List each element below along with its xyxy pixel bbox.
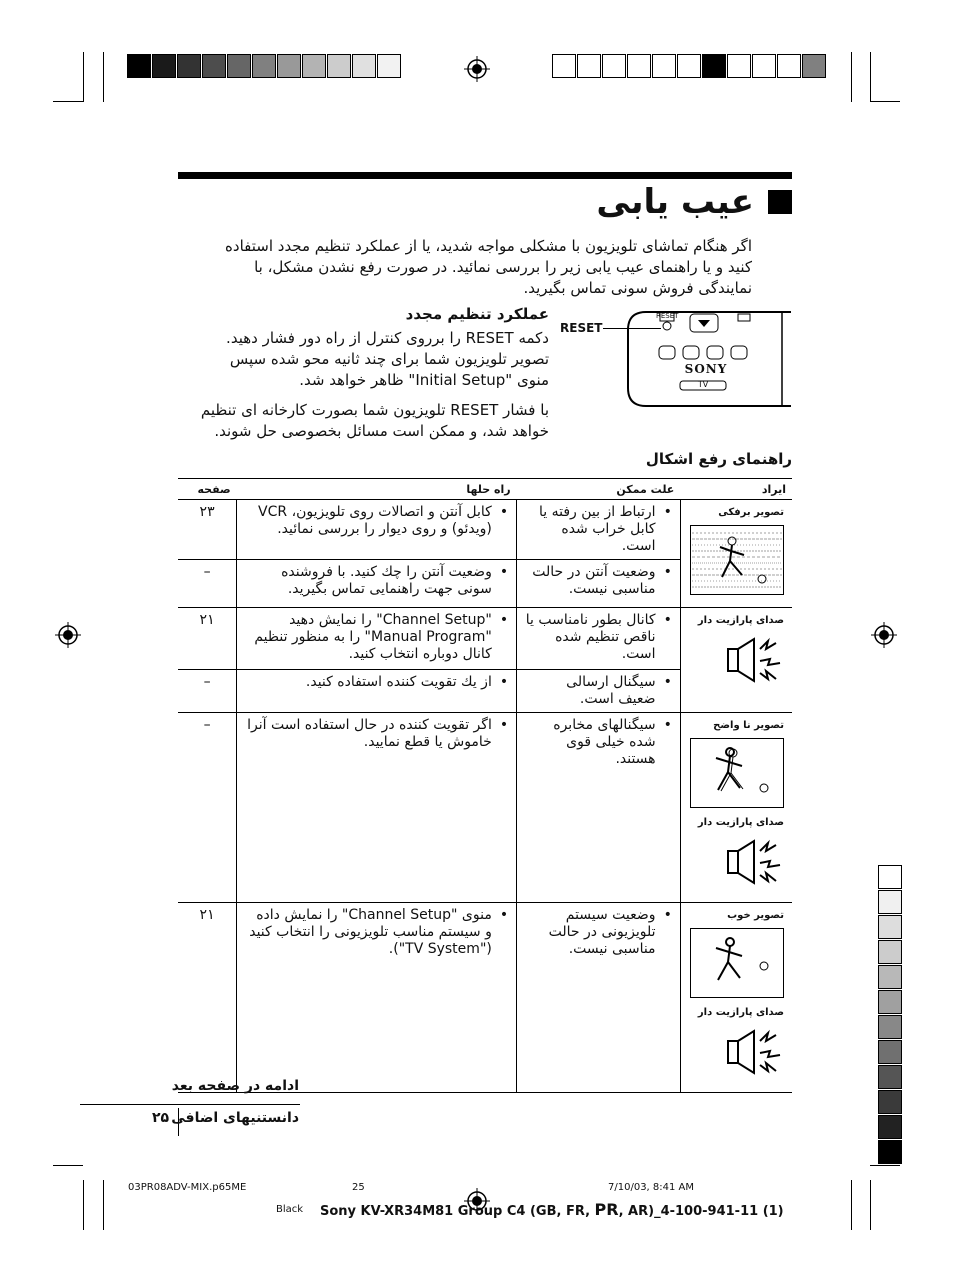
- remote-tv-label: TV: [697, 380, 709, 389]
- problem-label: تصویر برفکی: [718, 507, 784, 518]
- solution-cell: • منوی "Channel Setup" را نمایش داده و سیستم مناسب تلویزیونی را انتخاب کنید ("TV System").: [237, 903, 517, 1093]
- cause-cell: • سیگنال ارسالی ضعیف است.: [517, 670, 681, 713]
- remote-control-illustration: [626, 310, 796, 410]
- page-cell: ۲۱: [178, 608, 237, 670]
- problem-label: تصویر خوب: [727, 910, 784, 921]
- section-rule: [178, 172, 792, 179]
- header-problem: ایراد: [680, 479, 792, 500]
- gray-scale-bar: [127, 54, 402, 78]
- table-row: [178, 608, 792, 670]
- problem-cell-noisy-sound: [680, 608, 792, 713]
- problem-cell-blurry: [680, 713, 792, 903]
- header-page: صفحه: [178, 479, 237, 500]
- page-cell: ۲۳: [178, 500, 237, 560]
- page-cell: –: [178, 713, 237, 903]
- troubleshoot-guide-title: راهنمای رفع اشکال: [645, 450, 792, 468]
- blurry-picture-image: [690, 738, 784, 808]
- footer-page-number: ۲۵: [152, 1110, 170, 1126]
- registration-mark-icon: [55, 622, 81, 648]
- page-cell: –: [178, 560, 237, 608]
- snowy-picture-image: [690, 525, 784, 595]
- cause-cell: • ارتباط از بین رفته یا کابل خراب شده است.: [517, 500, 681, 560]
- footer-date: 7/10/03, 8:41 AM: [608, 1182, 695, 1193]
- troubleshooting-table: [178, 478, 792, 1093]
- section-title: عیب یابی: [596, 182, 754, 222]
- reset-heading: عملکرد تنظیم مجدد: [405, 305, 549, 323]
- registration-mark-icon: [871, 622, 897, 648]
- solution-cell: • وضعیت آنتن را چك كنيد. با فروشنده سونی جهت راهنمایی تماس بگیرید.: [237, 560, 517, 608]
- registration-bar: [552, 54, 827, 78]
- footer-file-name: 03PR08ADV-MIX.p65ME: [128, 1182, 247, 1193]
- cause-cell: • وضعیت آنتن در حالت مناسبی نیست.: [517, 560, 681, 608]
- continued-note: ادامه در صفحه بعد: [171, 1078, 299, 1094]
- footer-color-name: Black: [276, 1204, 304, 1215]
- good-picture-image: [690, 928, 784, 998]
- side-gray-scale-bar: [878, 865, 902, 1165]
- footer-rule: [80, 1104, 300, 1105]
- table-row: [178, 903, 792, 1093]
- sound-label: صدای پارازیت دار: [697, 615, 784, 626]
- cause-cell: • سیگنالهای مخابره شده خیلی قوی هستند.: [517, 713, 681, 903]
- table-row: [178, 713, 792, 903]
- solution-cell: • اگر تقویت کننده در حال استفاده است آنرا خاموش یا قطع نمایید.: [237, 713, 517, 903]
- registration-mark-icon: [464, 56, 490, 82]
- reset-paragraph-2: با فشار RESET تلویزیون شما بصورت کارخانه ای تنظیم خواهد شد، و ممکن است مسائل بخصوصی حل شوند.: [200, 401, 549, 440]
- page-cell: ۲۱: [178, 903, 237, 1093]
- page-cell: –: [178, 670, 237, 713]
- problem-label: تصویر نا واضح: [713, 720, 784, 731]
- footer-model-line: Sony KV-XR34M81 Group C4 (GB, FR, PR, AR)_4-100-941-11 (1): [320, 1200, 784, 1219]
- noisy-speaker-icon: [724, 837, 784, 887]
- noisy-speaker-icon: [724, 1027, 784, 1077]
- header-cause: علت ممکن: [517, 479, 681, 500]
- intro-paragraph: اگر هنگام تماشای تلویزیون با مشکلی مواجه شدید، یا از عملکرد تنظیم مجدد استفاده کنید و یا راهنمای عیب یابی زیر را بررسی نمائید. در صورت رفع نشدن مشکل، با نمایندگی فروش سونی تماس بگیرید.: [225, 237, 752, 297]
- footer-page-ref: 25: [352, 1182, 365, 1193]
- sound-label: صدای پارازیت دار: [697, 1007, 784, 1018]
- table-row: [178, 500, 792, 560]
- cause-cell: • کانال بطور نامناسب یا ناقص تنظیم شده است.: [517, 608, 681, 670]
- header-solution: راه حلها: [237, 479, 517, 500]
- remote-brand: SONY: [684, 362, 728, 376]
- section-square-icon: [768, 190, 792, 214]
- cause-cell: • وضعیت سیستم تلویزیونی در حالت مناسبی نیست.: [517, 903, 681, 1093]
- solution-cell: • "Channel Setup" را نمایش دهید "Manual Program" را به منظور تنظیم کانال دوباره انتخاب کنید.: [237, 608, 517, 670]
- footer-section-name: دانستنیهای اضافی: [171, 1110, 299, 1126]
- solution-cell: • از یك تقویت كننده استفاده كنيد.: [237, 670, 517, 713]
- solution-cell: • کابل آنتن و اتصالات روی تلویزیون، VCR (ویدئو) و روی دیوار را بررسی نمائید.: [237, 500, 517, 560]
- remote-reset-small-label: RESET: [656, 312, 679, 320]
- reset-callout-label: RESET: [560, 321, 603, 335]
- problem-cell-snow: [680, 500, 792, 608]
- noisy-speaker-icon: [724, 635, 784, 685]
- sound-label: صدای پارازیت دار: [697, 817, 784, 828]
- reset-paragraph-1: دکمه RESET را برروی کنترل از راه دور فشار دهید. تصویر تلویزیون شما برای چند ثانیه محو شده سپس منوی "Initial Setup" ظاهر خواهد شد.: [226, 329, 549, 389]
- table-header-row: [178, 479, 792, 500]
- reset-callout-line: [603, 328, 661, 329]
- problem-cell-good-picture: [680, 903, 792, 1093]
